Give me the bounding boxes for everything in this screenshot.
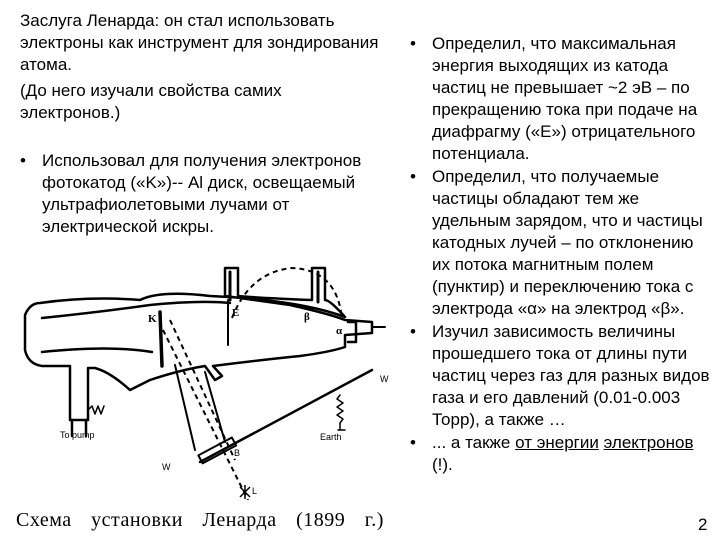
intro-text: Заслуга Ленарда: он стал использовать электроны как инструмент для зондирования атома. xyxy=(20,11,379,74)
energy-link[interactable]: от энергии xyxy=(515,433,599,452)
intro-note: (До него изучали свойства самих электронов.) xyxy=(20,81,282,122)
diagram-caption: Схема установки Ленарда (1899 г.) xyxy=(16,509,384,531)
label-b: B xyxy=(234,448,241,458)
label-k: K xyxy=(148,313,157,325)
beam-path-b xyxy=(170,320,235,460)
last-bullet-prefix: ... а также xyxy=(432,433,516,452)
pump-coil xyxy=(88,406,104,414)
label-e: E xyxy=(232,307,240,319)
intro-block xyxy=(20,10,380,128)
right-bullet-item: • Определил, что максимальная энергия выходящих из катода частиц не превышает ~2 эВ – по прекращению тока при подаче на диафрагму («E») отрицательного потенциала. xyxy=(410,33,715,165)
tube-inner-line xyxy=(42,302,230,318)
label-earth: Earth xyxy=(320,432,342,442)
label-alpha: α xyxy=(336,325,343,337)
label-beta: β xyxy=(304,311,310,323)
right-bullet-item: • Изучил зависимость величины прошедшего тока от длины пути частиц через газ для разных видов газа и его давлений (0.01-0.003 Торр), а также … xyxy=(410,321,715,431)
left-bullet-list xyxy=(20,150,380,238)
right-bullet-item: • Определил, что получаемые частицы обладают тем же удельным зарядом, что и частицы катодных лучей – по отклонению их потока магнитным полем (пунктир) и переключению тока с электрода «α» на электрод «β». xyxy=(410,166,715,320)
right-bullet-item-last xyxy=(410,432,715,476)
cathode-disk xyxy=(160,312,162,366)
right-bullet-list xyxy=(410,33,715,477)
page-number: 2 xyxy=(698,515,708,534)
window-line xyxy=(200,370,372,462)
lenard-apparatus-diagram xyxy=(0,245,400,500)
last-bullet-suffix: (!). xyxy=(432,455,453,474)
beam-path-a xyxy=(163,330,248,500)
label-w-bottom: W xyxy=(162,462,171,472)
tube-inner-bottom xyxy=(42,349,152,353)
earth-wire xyxy=(337,395,343,430)
label-w-top: W xyxy=(380,374,389,384)
electrode-alpha xyxy=(348,322,356,342)
left-bullet-item: • Использовал для получения электронов фотокатод («K»)-- Al диск, освещаемый ультрафиолетовыми лучами от электрической искры. xyxy=(20,150,380,238)
label-l: L xyxy=(252,486,258,496)
electrons-link[interactable]: электронов xyxy=(603,433,694,452)
label-to-pump: To pump xyxy=(60,430,95,440)
